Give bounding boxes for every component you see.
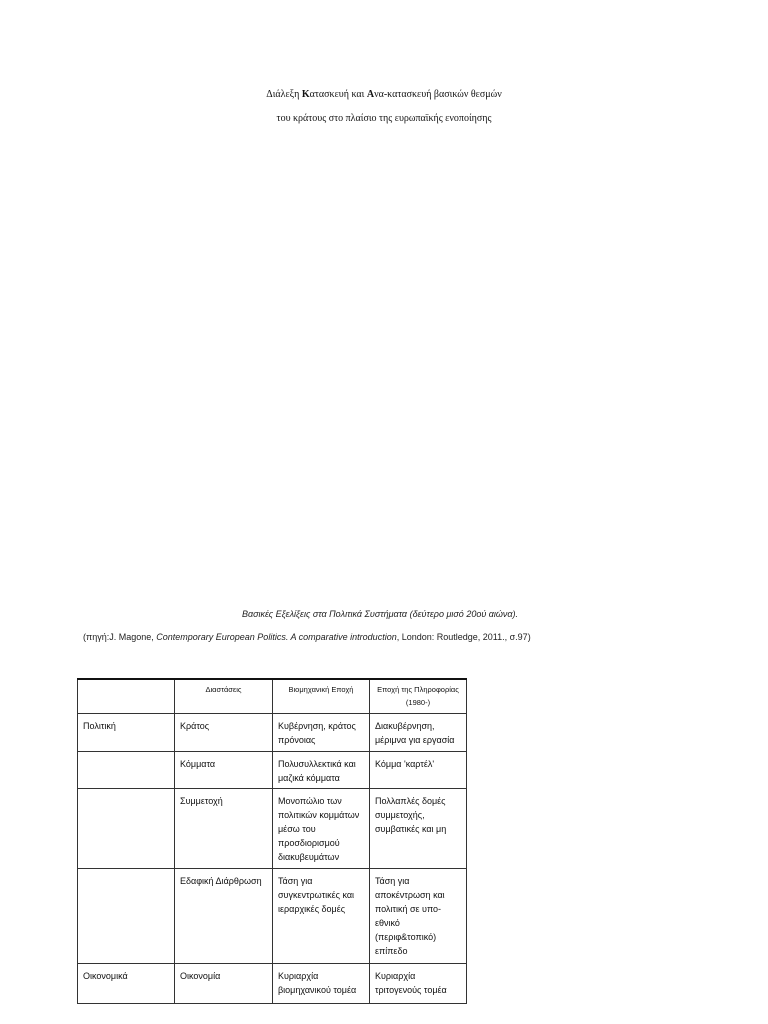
table-cell: Πολλαπλές δομές συμμετοχής, συμβατικές και μη — [370, 788, 467, 868]
table-header-row — [78, 679, 467, 713]
table-cell — [78, 788, 175, 868]
table-row — [78, 751, 467, 788]
table-cell: Πολιτική — [78, 713, 175, 751]
source-suffix: , London: Routledge, 2011., σ.97) — [396, 632, 531, 642]
table-cell: Τάση για συγκεντρωτικές και ιεραρχικές δομές — [273, 868, 370, 963]
table-cell: Διακυβέρνηση, μέριμνα για εργασία — [370, 713, 467, 751]
lecture-title-line-1 — [0, 89, 768, 100]
table-source — [83, 632, 531, 642]
table-cell: Κυριαρχία τριτογενούς τομέα — [370, 963, 467, 1003]
table-cell — [78, 751, 175, 788]
table-header-cell: Βιομηχανική Εποχή — [273, 679, 370, 713]
table-cell: Οικονομία — [175, 963, 273, 1003]
table-cell: Πολυσυλλεκτικά και μαζικά κόμματα — [273, 751, 370, 788]
table-caption: Βασικές Εξελίξεις στα Πολιτικά Συστήματα (δεύτερο μισό 20ού αιώνα). — [241, 609, 519, 619]
title-run: να-κατασκευή βασικών θεσμών — [374, 89, 502, 100]
table-cell: Μονοπώλιο των πολιτικών κομμάτων μέσω του προσδιορισμού διακυβευμάτων — [273, 788, 370, 868]
table-header-cell: Εποχή της Πληροφορίας (1980-) — [370, 679, 467, 713]
table-row — [78, 963, 467, 1003]
table-header-cell — [78, 679, 175, 713]
table-cell: Κυβέρνηση, κράτος πρόνοιας — [273, 713, 370, 751]
table-cell: Τάση για αποκέντρωση και πολιτική σε υπο-εθνικό (περιφ&τοπικό) επίπεδο — [370, 868, 467, 963]
table-row — [78, 868, 467, 963]
table-row — [78, 713, 467, 751]
title-run: Κ — [301, 89, 310, 100]
title-run: Α — [366, 89, 375, 100]
table-cell: Κόμματα — [175, 751, 273, 788]
source-prefix: (πηγή:J. Magone, — [83, 632, 157, 642]
table-cell — [78, 868, 175, 963]
lecture-title-line-2: του κράτους στο πλαίσιο της ευρωπαϊκής ενοποίησης — [276, 113, 492, 124]
table-row — [78, 788, 467, 868]
table-cell: Κυριαρχία βιομηχανικού τομέα — [273, 963, 370, 1003]
table-cell: Οικονομικά — [78, 963, 175, 1003]
source-book-title: Contemporary European Politics. A comparative introduction — [156, 632, 397, 642]
table-header-cell: Διαστάσεις — [175, 679, 273, 713]
table-cell: Συμμετοχή — [175, 788, 273, 868]
political-systems-table — [77, 678, 467, 1004]
table-cell: Εδαφική Διάρθρωση — [175, 868, 273, 963]
title-run: Διάλεξη — [266, 89, 302, 100]
title-run: ατασκευή και — [309, 89, 367, 100]
table-cell: Κόμμα 'καρτέλ' — [370, 751, 467, 788]
table-cell: Κράτος — [175, 713, 273, 751]
